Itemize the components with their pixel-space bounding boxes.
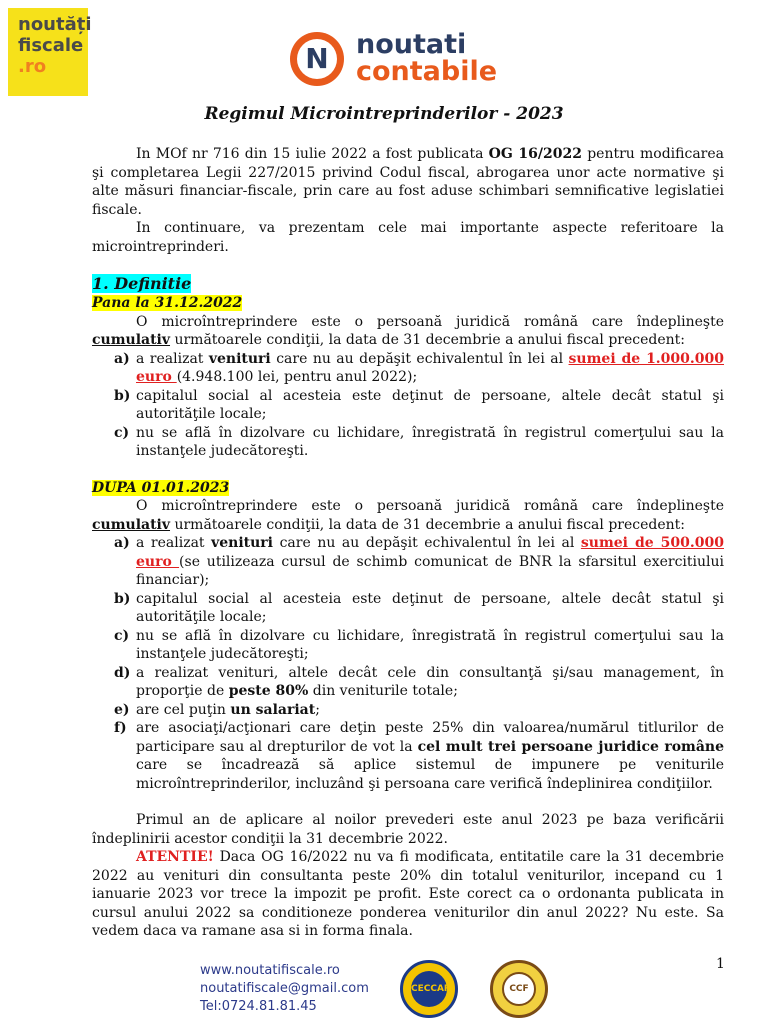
logo-line-2: fiscale bbox=[18, 35, 84, 56]
list-item bbox=[92, 534, 724, 590]
text: capitalul social al acesteia este deţinut de persoane, altele decât statul şi autorităţile locale; bbox=[136, 387, 724, 422]
emphasis: cel mult trei persoane juridice române bbox=[417, 738, 725, 755]
list-item bbox=[92, 350, 724, 387]
subsection-before bbox=[92, 294, 724, 313]
emphasis: un salariat bbox=[230, 701, 316, 718]
list-item bbox=[92, 701, 724, 720]
list-marker: f) bbox=[114, 720, 127, 736]
threshold-amount: sumei de 500.000 euro bbox=[136, 535, 724, 570]
text: nu se află în dizolvare cu lichidare, înregistrată în registrul comerţului sau la instanţele judecătoreşti. bbox=[136, 424, 724, 459]
email-link[interactable]: noutatifiscale@gmail.com bbox=[200, 981, 369, 996]
conditions-list-after bbox=[92, 534, 724, 793]
list-marker: e) bbox=[114, 701, 130, 718]
text: care se încadrează să aplice sistemul de impunere pe veniturile microîntreprinderilor, incluzând şi persoana care verifică îndeplinirea condiţiilor. bbox=[136, 757, 724, 792]
list-marker: d) bbox=[114, 664, 131, 681]
text: a realizat venituri, altele decât cele din consultanţă şi/sau management, în proporţie de bbox=[136, 664, 724, 699]
list-item bbox=[92, 387, 724, 424]
logo-letter: N bbox=[297, 39, 337, 79]
footer-contact bbox=[200, 962, 369, 1016]
attention-label: ATENTIE! bbox=[136, 849, 214, 865]
text: are asociaţi/acţionari care deţin peste 25% din valoarea/numărul titlurilor de participare sau al drepturilor de vot la bbox=[136, 720, 724, 755]
text: O microîntreprindere este o persoană juridică română care îndeplineşte bbox=[136, 313, 724, 330]
emphasis: cumulativ bbox=[92, 516, 171, 533]
list-marker: a) bbox=[114, 535, 130, 551]
list-marker: b) bbox=[114, 590, 131, 607]
list-marker: c) bbox=[114, 424, 130, 441]
text: din veniturile totale; bbox=[308, 683, 458, 699]
noutati-contabile-logo bbox=[290, 30, 570, 90]
text: O microîntreprindere este o persoană juridică română care îndeplineşte bbox=[136, 498, 724, 514]
text: ; bbox=[315, 701, 320, 718]
text: care nu au depăşit echivalentul în lei al bbox=[270, 350, 569, 367]
text: are cel puţin bbox=[136, 701, 231, 718]
phone-number: Tel:0724.81.81.45 bbox=[200, 999, 317, 1014]
list-item bbox=[92, 719, 724, 793]
text: In MOf nr 716 din 15 iulie 2022 a fost publicata bbox=[136, 146, 489, 162]
definition-lead bbox=[92, 497, 724, 534]
list-marker: a) bbox=[114, 350, 130, 367]
text: (se utilizeaza cursul de schimb comunicat de BNR la sfarsitul exercitiului financiar); bbox=[136, 553, 724, 588]
section-heading bbox=[92, 274, 724, 294]
emphasis: cumulativ bbox=[92, 332, 171, 348]
logo-line-3: .ro bbox=[18, 56, 47, 77]
logo-line-1: noutăți bbox=[18, 14, 92, 35]
logo-word-1: noutati bbox=[356, 29, 467, 60]
text: pentru modificarea şi completarea Legii 227/2015 privind Codul fiscal, abrogarea unor acte normative şi alte măsuri financiar-fiscale, prin care au fost aduse schimbari semnificative legislatiei fiscale. bbox=[92, 146, 724, 218]
text: capitalul social al acesteia este deţinut de persoane, altele decât statul şi autorităţile locale; bbox=[136, 590, 724, 625]
list-marker: b) bbox=[114, 387, 131, 404]
document-body bbox=[92, 145, 724, 941]
logo-circle-icon bbox=[290, 32, 344, 86]
seal-label: CCF bbox=[502, 972, 536, 1006]
logo-word-2: contabile bbox=[356, 56, 498, 87]
list-item bbox=[92, 424, 724, 461]
text: următoarele condiţii, la data de 31 decembrie a anului fiscal precedent: bbox=[170, 332, 685, 348]
text: nu se află în dizolvare cu lichidare, înregistrată în registrul comerţului sau la instanţele judecătoreşti; bbox=[136, 627, 724, 662]
closing-paragraph-2 bbox=[92, 848, 724, 941]
noutati-fiscale-logo bbox=[8, 8, 92, 96]
subsection-label: DUPA 01.01.2023 bbox=[92, 479, 230, 496]
emphasis: venituri bbox=[208, 350, 271, 367]
threshold-amount: sumei de 1.000.000 euro bbox=[136, 350, 725, 385]
ceccar-seal-icon bbox=[400, 960, 458, 1018]
document-title: Regimul Microintreprinderilor - 2023 bbox=[204, 104, 564, 124]
ccf-seal-icon bbox=[490, 960, 548, 1018]
subsection-label: Pana la 31.12.2022 bbox=[92, 295, 243, 311]
text: care nu au depăşit echivalentul în lei al bbox=[273, 535, 581, 551]
list-item bbox=[92, 664, 724, 701]
text: (4.948.100 lei, pentru anul 2022); bbox=[176, 369, 418, 385]
conditions-list-before bbox=[92, 350, 724, 461]
page-number: 1 bbox=[716, 956, 725, 972]
definition-lead bbox=[92, 313, 724, 350]
text: următoarele condiţii, la data de 31 decembrie a anului fiscal precedent: bbox=[170, 516, 685, 533]
list-item bbox=[92, 627, 724, 664]
ordinance-ref: OG 16/2022 bbox=[488, 146, 582, 162]
seal-label: CECCAR bbox=[411, 971, 447, 1007]
text: a realizat bbox=[136, 350, 209, 367]
section-heading-text: 1. Definitie bbox=[92, 274, 192, 293]
intro-paragraph-1 bbox=[92, 145, 724, 219]
list-item bbox=[92, 590, 724, 627]
emphasis: venituri bbox=[211, 535, 274, 551]
closing-paragraph-1: Primul an de aplicare al noilor prevederi este anul 2023 pe baza verificării îndeplinirii acestor condiţii la 31 decembrie 2022. bbox=[92, 812, 724, 847]
text: Daca OG 16/2022 nu va fi modificata, entitatile care la 31 decembrie 2022 au venituri din consultanta peste 20% din totalul veniturilor, incepand cu 1 ianuarie 2023 vor trece la impozit pe profit. Este corect ca o ordonanta publicata in cursul anului 2022 sa conditioneze ponderea veniturilor din anul 2022? Nu este. Sa vedem daca va ramane asa si in forma finala. bbox=[92, 849, 724, 939]
emphasis: peste 80% bbox=[228, 683, 309, 699]
text: a realizat bbox=[136, 535, 212, 551]
list-marker: c) bbox=[114, 627, 130, 644]
subsection-after bbox=[92, 479, 724, 498]
website-link[interactable]: www.noutatifiscale.ro bbox=[200, 963, 340, 978]
intro-paragraph-2: In continuare, va prezentam cele mai importante aspecte referitoare la microintreprinderi. bbox=[92, 220, 724, 255]
